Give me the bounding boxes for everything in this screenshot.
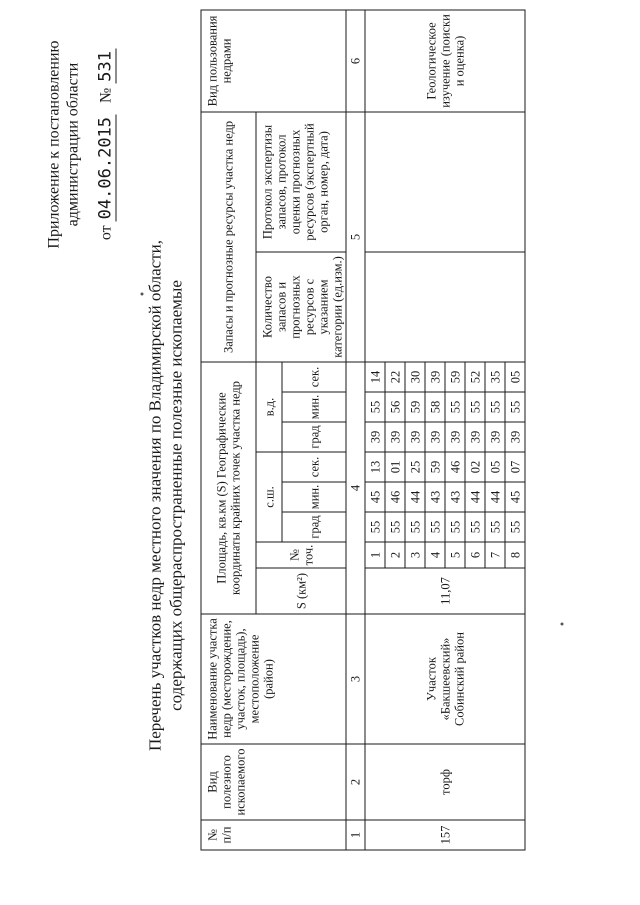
- lon-sec: 05: [505, 361, 525, 391]
- header-lon-deg: град: [282, 422, 346, 452]
- lon-deg: 39: [505, 422, 525, 452]
- header-reserves: Запасы и прогнозные ресурсы участка недр: [201, 111, 256, 361]
- header-lon-sec: сек.: [282, 361, 346, 391]
- lon-sec: 35: [485, 361, 505, 391]
- lat-min: 43: [425, 482, 445, 512]
- lat-sec: 07: [505, 452, 525, 482]
- lat-min: 44: [405, 482, 425, 512]
- lon-sec: 22: [385, 361, 405, 391]
- header-area-coordinates: Площадь, кв.км (S) Географические координаты крайних точек участка недр: [201, 361, 256, 613]
- lat-deg: 55: [425, 512, 445, 542]
- record-number: 157: [365, 820, 525, 850]
- resolution-number: 531: [95, 50, 115, 82]
- record-plot-name: Участок «Бакшеевский» Собинский район: [365, 614, 525, 744]
- point-number: 2: [385, 542, 405, 568]
- lat-deg: 55: [405, 512, 425, 542]
- lon-min: 55: [485, 392, 505, 422]
- lat-sec: 59: [425, 452, 445, 482]
- coordinate-row: [365, 9, 385, 849]
- lat-min: 46: [385, 482, 405, 512]
- lon-deg: 39: [485, 422, 505, 452]
- header-lon: в.д.: [256, 361, 282, 451]
- resolution-header: [44, 40, 115, 248]
- record-use-type: Геологическое изучение (поиски и оценка): [365, 9, 525, 111]
- lat-deg: 55: [505, 512, 525, 542]
- lon-deg: 39: [425, 422, 445, 452]
- header-protocol: Протокол экспертизы запасов, протокол оценки прогнозных ресурсов (экспертный орган, номер, дата): [256, 111, 346, 251]
- lon-deg: 39: [465, 422, 485, 452]
- lat-deg: 55: [465, 512, 485, 542]
- lon-min: 55: [505, 392, 525, 422]
- lon-min: 55: [365, 392, 385, 422]
- header-lat-sec: сек.: [282, 452, 346, 482]
- lat-min: 44: [485, 482, 505, 512]
- lat-min: 45: [365, 482, 385, 512]
- lon-sec: 39: [425, 361, 445, 391]
- header-lat-deg: град: [282, 512, 346, 542]
- header-lat: с.ш.: [256, 452, 282, 542]
- lon-min: 59: [405, 392, 425, 422]
- lon-sec: 59: [445, 361, 465, 391]
- header-no: № п/п: [201, 820, 346, 850]
- title-line-2: содержащих общераспространенные полезные ископаемые: [166, 279, 185, 711]
- lon-min: 55: [445, 392, 465, 422]
- record-mineral: торф: [365, 744, 525, 820]
- lat-sec: 02: [465, 452, 485, 482]
- header-line-2: администрации области: [64, 62, 81, 226]
- header-point: № точ.: [256, 542, 346, 568]
- lon-deg: 39: [405, 422, 425, 452]
- title-line-1: Перечень участков недр местного значения по Владимирской области,: [145, 239, 164, 751]
- lat-min: 43: [445, 482, 465, 512]
- point-number: 3: [405, 542, 425, 568]
- record-quantity: [365, 251, 525, 361]
- header-mineral: Вид полезного ископаемого: [201, 744, 346, 820]
- col-number: 4: [346, 361, 365, 613]
- header-lon-min: мин.: [282, 392, 346, 422]
- scan-speck: [560, 622, 563, 625]
- lat-min: 44: [465, 482, 485, 512]
- lat-sec: 25: [405, 452, 425, 482]
- subsoil-plots-table: [200, 9, 525, 850]
- col-number: 5: [346, 111, 365, 361]
- col-number: 6: [346, 9, 365, 111]
- col-number: 2: [346, 744, 365, 820]
- lon-min: 55: [465, 392, 485, 422]
- scan-speck: [140, 292, 143, 295]
- header-plot-name: Наименование участка недр (месторождение, участок, площадь), местоположение (район): [201, 614, 346, 744]
- date-prefix: от: [97, 224, 114, 240]
- point-number: 8: [505, 542, 525, 568]
- record-protocol: [365, 111, 525, 251]
- lon-sec: 52: [465, 361, 485, 391]
- document-title: [144, 145, 186, 845]
- header-quantity: Количество запасов и прогнозных ресурсов с указанием категории (ед.изм.): [256, 251, 346, 361]
- header-line-1: Приложение к постановлению: [45, 40, 62, 249]
- col-number: 3: [346, 614, 365, 744]
- lon-deg: 39: [445, 422, 465, 452]
- col-number: 1: [346, 820, 365, 850]
- point-number: 7: [485, 542, 505, 568]
- lon-deg: 39: [365, 422, 385, 452]
- lat-sec: 46: [445, 452, 465, 482]
- lat-deg: 55: [385, 512, 405, 542]
- point-number: 4: [425, 542, 445, 568]
- lon-deg: 39: [385, 422, 405, 452]
- lat-sec: 13: [365, 452, 385, 482]
- column-number-row: [346, 9, 365, 849]
- record-area: 11,07: [365, 568, 525, 614]
- record-157: [365, 9, 525, 849]
- lon-min: 58: [425, 392, 445, 422]
- point-number: 5: [445, 542, 465, 568]
- lat-sec: 05: [485, 452, 505, 482]
- lon-min: 56: [385, 392, 405, 422]
- lat-deg: 55: [445, 512, 465, 542]
- lat-min: 45: [505, 482, 525, 512]
- lon-sec: 14: [365, 361, 385, 391]
- header-date-line: [96, 40, 115, 248]
- lat-deg: 55: [365, 512, 385, 542]
- lat-deg: 55: [485, 512, 505, 542]
- header-lat-min: мин.: [282, 482, 346, 512]
- number-prefix: №: [97, 87, 114, 103]
- header-s: S (км²): [256, 568, 346, 614]
- resolution-date: 04.06.2015: [95, 116, 115, 219]
- lon-sec: 30: [405, 361, 425, 391]
- point-number: 1: [365, 542, 385, 568]
- header-use-type: Вид пользования недрами: [201, 9, 346, 111]
- point-number: 6: [465, 542, 485, 568]
- lat-sec: 01: [385, 452, 405, 482]
